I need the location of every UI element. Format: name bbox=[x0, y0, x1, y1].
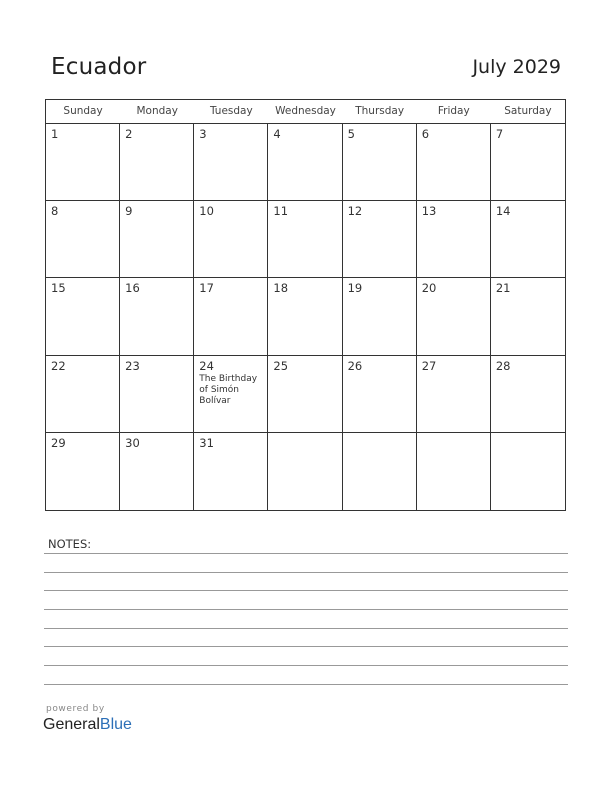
day-number: 16 bbox=[125, 281, 140, 296]
day-cell[interactable] bbox=[491, 278, 565, 355]
day-number: 24 bbox=[199, 358, 214, 373]
day-number: 1 bbox=[51, 127, 59, 141]
country-title: Ecuador bbox=[51, 54, 147, 80]
day-cell[interactable] bbox=[417, 356, 491, 433]
day-number: 11 bbox=[273, 204, 289, 219]
day-number: 21 bbox=[495, 281, 511, 296]
day-cell[interactable] bbox=[268, 201, 342, 278]
day-cell[interactable] bbox=[268, 356, 342, 433]
day-cell[interactable] bbox=[194, 124, 268, 201]
note-line bbox=[44, 646, 568, 647]
note-line bbox=[44, 628, 568, 629]
holiday-event: The Birthday of Simón Bolívar bbox=[199, 373, 258, 406]
day-number: 28 bbox=[495, 358, 511, 373]
note-line bbox=[44, 609, 568, 610]
day-cell[interactable] bbox=[417, 124, 491, 201]
weekday-friday: Friday bbox=[437, 105, 470, 117]
day-number: 19 bbox=[347, 281, 363, 296]
day-cell[interactable] bbox=[120, 278, 194, 355]
weekday-tuesday: Tuesday bbox=[209, 105, 253, 117]
day-cell[interactable] bbox=[343, 124, 417, 201]
weekday-sunday: Sunday bbox=[63, 105, 103, 117]
day-cell[interactable] bbox=[491, 433, 565, 510]
day-number: 26 bbox=[347, 358, 363, 373]
day-cell[interactable] bbox=[417, 433, 491, 510]
day-number: 14 bbox=[495, 204, 511, 219]
powered-by-text: powered by bbox=[46, 704, 105, 714]
day-number: 8 bbox=[51, 204, 59, 219]
notes-label: NOTES: bbox=[48, 537, 92, 551]
day-cell[interactable] bbox=[491, 201, 565, 278]
weekday-saturday: Saturday bbox=[504, 105, 552, 117]
day-cell[interactable] bbox=[46, 433, 120, 510]
day-cell[interactable] bbox=[194, 356, 268, 433]
day-number: 23 bbox=[125, 358, 140, 373]
day-number: 4 bbox=[273, 127, 281, 141]
day-cell[interactable] bbox=[120, 356, 194, 433]
day-cell[interactable] bbox=[194, 278, 268, 355]
day-cell[interactable] bbox=[343, 356, 417, 433]
day-number: 20 bbox=[421, 281, 437, 296]
day-cell[interactable] bbox=[46, 278, 120, 355]
logo-general: General bbox=[43, 716, 100, 733]
weekday-wednesday: Wednesday bbox=[275, 105, 336, 117]
day-cell[interactable] bbox=[417, 201, 491, 278]
day-cell[interactable] bbox=[343, 433, 417, 510]
day-number: 17 bbox=[199, 281, 214, 296]
note-line bbox=[44, 665, 568, 666]
day-number: 5 bbox=[347, 127, 355, 141]
day-number: 2 bbox=[125, 127, 133, 141]
day-number: 10 bbox=[199, 204, 214, 219]
weekday-thursday: Thursday bbox=[355, 105, 405, 117]
day-cell[interactable] bbox=[417, 278, 491, 355]
day-number: 12 bbox=[347, 204, 363, 219]
note-line bbox=[44, 590, 568, 591]
day-number: 13 bbox=[421, 204, 437, 219]
weekday-monday: Monday bbox=[136, 105, 178, 117]
day-number: 22 bbox=[51, 358, 66, 373]
day-number: 18 bbox=[273, 281, 289, 296]
day-number: 27 bbox=[421, 358, 437, 373]
calendar-grid bbox=[45, 99, 566, 511]
day-number: 7 bbox=[495, 127, 504, 141]
note-line bbox=[44, 684, 568, 685]
day-cell[interactable] bbox=[194, 201, 268, 278]
day-cell[interactable] bbox=[268, 278, 342, 355]
day-number: 31 bbox=[199, 435, 214, 450]
day-number: 25 bbox=[273, 358, 289, 373]
month-title: July 2029 bbox=[472, 56, 561, 78]
day-cell[interactable] bbox=[120, 433, 194, 510]
note-line bbox=[44, 553, 568, 554]
day-cell[interactable] bbox=[491, 124, 565, 201]
day-cell[interactable] bbox=[343, 278, 417, 355]
day-number: 9 bbox=[125, 204, 133, 219]
logo-blue: Blue bbox=[99, 716, 132, 733]
note-line bbox=[44, 572, 568, 573]
day-number: 3 bbox=[199, 127, 207, 141]
day-cell[interactable] bbox=[268, 433, 342, 510]
day-cell[interactable] bbox=[343, 201, 417, 278]
day-number: 29 bbox=[51, 435, 66, 450]
day-cell[interactable] bbox=[268, 124, 342, 201]
day-cell[interactable] bbox=[120, 201, 194, 278]
day-number: 15 bbox=[51, 281, 66, 296]
day-cell[interactable] bbox=[491, 356, 565, 433]
day-cell[interactable] bbox=[46, 124, 120, 201]
day-number: 30 bbox=[125, 435, 140, 450]
generalblue-logo[interactable] bbox=[43, 716, 132, 734]
day-cell[interactable] bbox=[120, 124, 194, 201]
day-cells bbox=[46, 124, 565, 510]
weekday-header bbox=[46, 100, 565, 124]
day-cell[interactable] bbox=[46, 356, 120, 433]
day-number: 6 bbox=[421, 127, 430, 141]
day-cell[interactable] bbox=[194, 433, 268, 510]
day-cell[interactable] bbox=[46, 201, 120, 278]
